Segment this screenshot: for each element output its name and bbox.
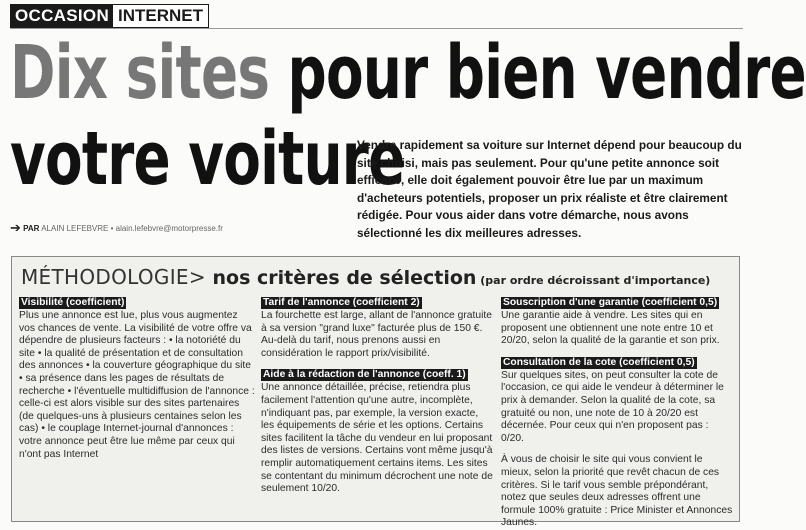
column-tarif — [261, 297, 493, 496]
top-rule — [10, 28, 743, 29]
heading-redaction: Aide à la rédaction de l'annonce (coeff. 1) — [263, 369, 466, 381]
rubric-left: OCCASION — [11, 5, 113, 27]
heading-garantie: Souscription d'une garantie (coefficient 0,5) — [503, 297, 718, 308]
methodology-label: MÉTHODOLOGIE> — [21, 265, 206, 289]
methodology-title — [21, 265, 710, 289]
standfirst: Vendre rapidement sa voiture sur Internet dépend pour beaucoup du site choisi, mais pas seulement. Pour qu'une petite annonce soit efficace, elle doit également pouvoir être lue par un maximum d'acheteurs potentiels, proposer un prix réaliste et être clairement rédigée. Pour vous aider dans votre démarche, nous avons sélectionné les dix meilleures adresses. — [357, 138, 742, 240]
heading-tarif: Tarif de l'annonce (coefficient 2) — [263, 297, 420, 308]
headline-line-2: votre voiture — [10, 116, 405, 202]
methodology-note: (par ordre décroissant d'importance) — [476, 274, 711, 287]
byline-par: PAR — [23, 224, 40, 233]
byline: ➔ PAR ALAIN LEFEBVRE • alain.lefebvre@motorpresse.fr — [10, 220, 223, 235]
text-garantie: Une garantie aide à vendre. Les sites qui en proposent une obtiennent une note entre 10 et 20/20, selon la qualité de la garantie et son prix. — [501, 310, 720, 347]
methodology-box — [11, 256, 740, 529]
arrow-right-icon: ➔ — [10, 220, 21, 235]
text-cote: Sur quelques sites, on peut consulter la cote de l'occasion, ce qui aide le vendeur à déterminer le prix à demander. Selon la qualité de la cote, sa gratuité ou non, une note de 10 à 20/20 est décernée. Pour ceux qui n'en proposent pas : 0/20. — [501, 369, 724, 444]
column-garantie — [501, 297, 733, 530]
methodology-criteria: nos critères de sélection — [205, 267, 477, 289]
byline-email: alain.lefebvre@motorpresse.fr — [115, 224, 223, 233]
rubric-tag — [10, 4, 209, 28]
headline-line-1 — [10, 30, 806, 116]
heading-visibility: Visibilité (coefficient) — [21, 297, 125, 308]
rubric-right: INTERNET — [113, 5, 208, 27]
headline-black-part: pour bien vendre — [287, 30, 806, 116]
headline-grey-part: Dix sites — [10, 30, 270, 116]
text-conclusion: À vous de choisir le site qui vous convient le mieux, selon la priorité que revêt chacun de ces critères. Si le tarif vous semble prépondérant, notez que seules deux adresses offrent une formule 100% gratuite : Price Minister et Annonces Jaunes. — [501, 454, 733, 529]
column-visibility — [19, 297, 255, 461]
byline-author: ALAIN LEFEBVRE — [41, 224, 109, 233]
text-visibility: Plus une annonce est lue, plus vous augmentez vos chances de vente. La visibilité de votre offre va dépendre de plusieurs facteurs : • la notoriété du site • la qualité de présentation et de consultation des annonces • la couverture géographique du site • sa présence dans les pages de résultats de recherche • l'éventuelle multidiffusion de l'annonce : celle-ci est alors visible sur des sites partenaires (de quelques-uns à plusieurs centaines selon les cas) • le couplage Internet-journal d'annonces : votre annonce peut être lue même par ceux qui n'ont pas Internet — [19, 310, 255, 460]
heading-cote: Consultation de la cote (coefficient 0,5) — [503, 356, 695, 368]
text-redaction: Une annonce détaillée, précise, retiendra plus facilement l'attention qu'une autre, incomplète, n'indiquant pas, par exemple, la version exacte, les équipements de série et les options. Certains sites facilitent la tâche du vendeur en lui proposant des listes de versions. Certains vont même jusqu'à remplir automatiquement certains items. Les sites se contentant du minimum décrochent une note de seulement 10/20. — [261, 382, 493, 495]
text-tarif: La fourchette est large, allant de l'annonce gratuite à sa version "grand luxe" facturée plus de 150 €. Au-delà du tarif, nous prenons aussi en considération le rapport prix/visibilité. — [261, 310, 492, 359]
